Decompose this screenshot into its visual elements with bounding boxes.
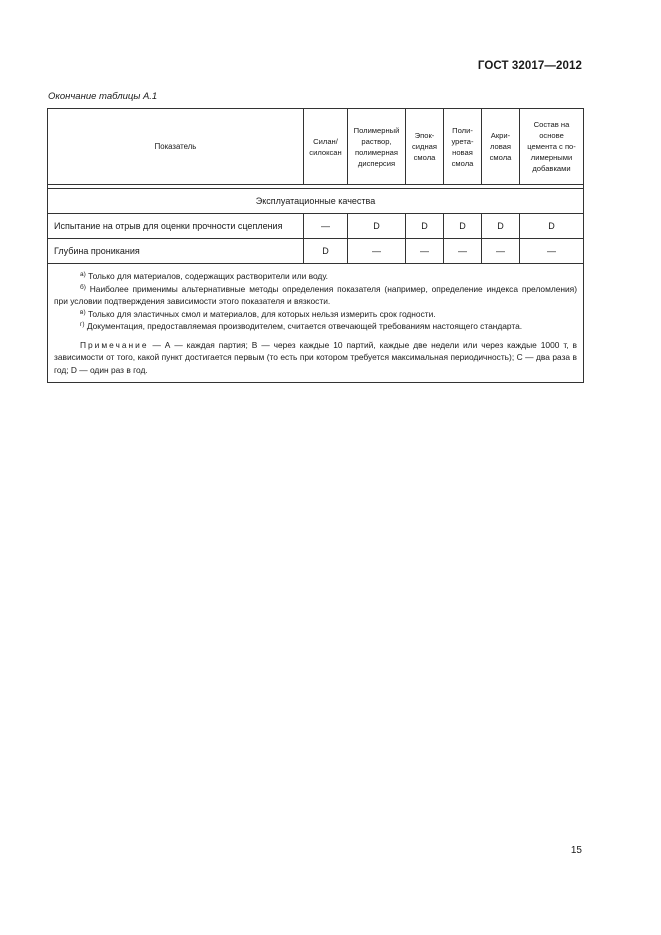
col-header-line: Полимерный [353, 125, 400, 135]
footnote-marker: а) [80, 271, 86, 278]
footnote-marker: б) [80, 283, 86, 291]
cell-value: D [444, 214, 482, 239]
section-title: Эксплуатационные качества [48, 189, 584, 214]
col-header-line: Акри- [490, 131, 511, 140]
row-label: Испытание на отрыв для оценки прочности сцепления [48, 214, 304, 239]
col-header-acrylic [482, 109, 520, 185]
col-header-epoxy [406, 109, 444, 185]
note-label: Примечание [80, 339, 149, 350]
cell-value: D [520, 214, 584, 239]
col-header-line: Показатель [154, 141, 197, 151]
col-header-line: Силан/ [313, 136, 338, 146]
col-header-line: новая [452, 147, 473, 157]
cell-value: — [520, 239, 584, 264]
footnote [54, 308, 577, 321]
col-header-line: раствор, [361, 136, 392, 146]
footnote [54, 283, 577, 308]
col-header-line: добавками [532, 164, 571, 173]
notes-cell [48, 264, 584, 383]
footnote [54, 270, 577, 283]
footnote-text: Документация, предоставляемая производителем, считается отвечающей требованиям настоящего стандарта. [86, 321, 523, 331]
col-header-line: Поли- [452, 125, 473, 135]
col-header-line: смола [451, 158, 474, 168]
col-header-line: цемента с по- [527, 142, 576, 151]
footnote-text: Только для эластичных смол и материалов, для которых нельзя измерить срок годности. [87, 308, 436, 319]
cell-value: — [348, 239, 406, 264]
col-header-line: лимерными [530, 153, 573, 162]
table-row [48, 214, 584, 239]
cell-value: D [482, 214, 520, 239]
col-header-line: смола [413, 153, 436, 162]
table-row [48, 239, 584, 264]
table-header-row [48, 109, 584, 185]
col-header-cement [520, 109, 584, 185]
col-header-polyurethane [444, 109, 482, 185]
footnote-marker: в) [80, 308, 86, 316]
col-header-line: дисперсия [357, 158, 396, 168]
standard-code: ГОСТ 32017—2012 [477, 60, 582, 72]
col-header-line: основе [539, 131, 564, 140]
notes-row [48, 264, 584, 383]
col-header-line: Состав на [533, 120, 570, 129]
table-note [54, 339, 577, 377]
col-header-polymer [348, 109, 406, 185]
col-header-line: сидная [412, 142, 437, 151]
cell-value: D [406, 214, 444, 239]
cell-value: — [444, 239, 482, 264]
row-label: Глубина проникания [48, 239, 304, 264]
requirements-table [47, 108, 584, 383]
col-header-line: урета- [451, 136, 474, 146]
footnote-text: Только для материалов, содержащих растворители или воду. [88, 271, 328, 281]
col-header-line: силоксан [309, 147, 342, 157]
footnote [54, 320, 577, 333]
section-row [48, 189, 584, 214]
cell-value: D [304, 239, 348, 264]
cell-value: — [482, 239, 520, 264]
col-header-silane [304, 109, 348, 185]
cell-value: D [348, 214, 406, 239]
col-header-line: полимерная [354, 147, 399, 157]
note-text: — А — каждая партия; В — через каждые 10 партий, каждые две недели или через каждые 1000 т, в зависимости от того, какой пункт достигается первым (то есть при котором требуется максимальная периодичность); С — два раза в год; D — один раз в год. [54, 339, 577, 375]
cell-value: — [406, 239, 444, 264]
col-header-line: Эпок- [414, 131, 435, 140]
col-header-indicator [48, 109, 304, 185]
footnote-text: Наиболее применимы альтернативные методы определения показателя (например, определение индекса преломления) при условии подтверждения зависимости этого показателя и вязкости. [54, 283, 578, 306]
page-number: 15 [570, 845, 582, 856]
col-header-line: смола [489, 153, 512, 162]
table-caption: Окончание таблицы А.1 [48, 91, 158, 102]
col-header-line: ловая [489, 142, 512, 151]
cell-value: — [304, 214, 348, 239]
footnote-marker: г) [80, 321, 85, 328]
